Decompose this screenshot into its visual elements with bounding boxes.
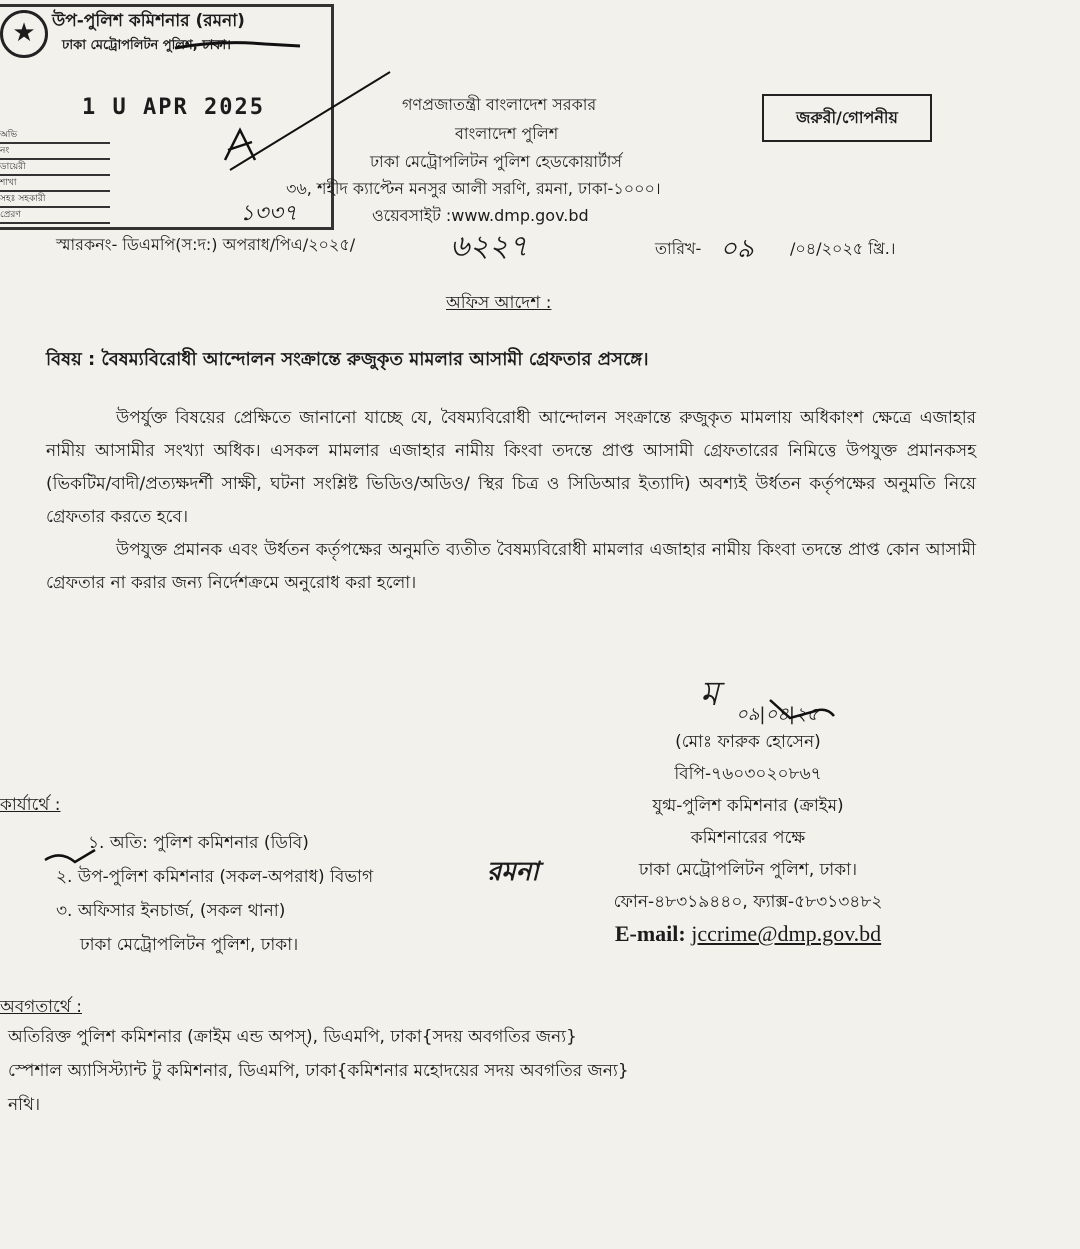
body-text [46,402,976,600]
memo-reference: স্মারকনং- ডিএমপি(স:দ:) অপরাধ/পিএ/২০২৫/ [56,235,356,254]
body-paragraph: উপর্যুক্ত বিষয়ের প্রেক্ষিতে জানানো যাচ্ছে যে, বৈষম্যবিরোধী আন্দোলন সংক্রান্তে রুজুকৃত মামলায় অধিকাংশ ক্ষেত্রে এজাহার নামীয় আসামীর সংখ্যা অধিক। এসকল মামলার এজাহার নামীয় কিংবা তদন্তে প্রাপ্ত আসামী গ্রেফতারের নিমিত্তে উপযুক্ত প্রমানকসহ (ভিকটিম/বাদী/প্রত্যক্ষদর্শী সাক্ষী, ঘটনা সংশ্লিষ্ট ভিডিও/অডিও/ স্থির চিত্র ও সিডিআর ইত্যাদি) অবশ্যই উর্ধতন কর্তৃপক্ষের অনুমতি নিয়ে গ্রেফতার করতে হবে। [46,408,976,527]
distribution-list [56,826,373,962]
confidential-box: জরুরী/গোপনীয় [762,94,932,142]
signature-block [556,726,940,950]
date-rest: /০৪/২০২৫ খ্রি.। [790,239,896,258]
police-emblem-icon: ★ [0,10,48,58]
stamp-row: সহঃ সহকারী [0,192,110,208]
signatory-name: (মোঃ ফারুক হোসেন) [675,732,821,752]
stamp-row: নং [0,144,110,160]
stamp-serial-number: ১৩৩৭ [240,201,298,226]
date-label: তারিখ- [655,239,702,258]
list-item: ২. উপ-পুলিশ কমিশনার (সকল-অপরাধ) বিভাগ [56,867,374,887]
email-label: E-mail: [614,921,692,946]
distribution-heading: কার্যার্থে : [0,795,61,815]
signatory-phone: ফোন-৪৮৩১৯৪৪০, ফ্যাক্স-৫৮৩১৩৪৮২ [613,892,883,912]
email-link[interactable]: jccrime@dmp.gov.bd [691,921,882,946]
list-item: অতিরিক্ত পুলিশ কমিশনার (ক্রাইম এন্ড অপস্), ডিএমপি, ঢাকা{সদয় অবগতির জন্য} [8,1027,577,1047]
signature-scribble: ম [700,674,719,714]
subject-line: বিষয় : বৈষম্যবিরোধী আন্দোলন সংক্রান্তে রুজুকৃত মামলার আসামী গ্রেফতার প্রসঙ্গে। [46,349,649,370]
stamp-row: অভি [0,128,110,144]
stamp-row: প্রেরণ [0,208,110,224]
stamp-subtitle: ঢাকা মেট্রোপলিটন পুলিশ, ঢাকা। [62,38,231,53]
signatory-bp: বিপি-৭৬০৩০২০৮৬৭ [674,764,822,784]
copy-list [8,1020,629,1122]
copy-heading: অবগতার্থে : [0,997,82,1017]
signatory-org: ঢাকা মেট্রোপলিটন পুলিশ, ঢাকা। [638,860,858,880]
header-address: ৩৬, শহীদ ক্যাপ্টেন মনসুর আলী সরণি, রমনা, ঢাকা-১০০০। [286,179,661,198]
body-paragraph: উপযুক্ত প্রমানক এবং উর্ধতন কর্তৃপক্ষের অনুমতি ব্যতীত বৈষম্যবিরোধী মামলার এজাহার নামীয় কিংবা তদন্তে প্রাপ্ত কোন আসামী গ্রেফতার না করার জন্য নির্দেশক্রমে অনুরোধ করা হলো। [46,540,976,593]
header-government: গণপ্রজাতন্ত্রী বাংলাদেশ সরকার [402,95,597,114]
list-item: নথি। [8,1095,41,1115]
signature-date: ০৯|০৪|২৫ [736,704,819,725]
stamp-row: ডায়েরী [0,160,110,176]
stamp-row: শাখা [0,176,110,192]
date-day-handwritten: ০৯ [720,234,754,264]
signatory-on-behalf: কমিশনারের পক্ষে [690,828,806,848]
header-police: বাংলাদেশ পুলিশ [455,124,559,143]
signatory-designation: যুগ্ম-পুলিশ কমিশনার (ক্রাইম) [652,796,844,816]
list-item: ঢাকা মেট্রোপলিটন পুলিশ, ঢাকা। [80,935,299,955]
handwritten-note: রমনা [487,857,539,887]
list-item: স্পেশাল অ্যাসিস্ট্যান্ট টু কমিশনার, ডিএমপি, ঢাকা{কমিশনার মহোদয়ের সদয় অবগতির জন্য} [8,1061,629,1081]
stamp-date: 1 U APR 2025 [82,95,265,120]
list-item: ৩. অফিসার ইনচার্জ, (সকল থানা) [56,901,286,921]
header-website: ওয়েবসাইট :www.dmp.gov.bd [372,206,589,225]
office-order-heading: অফিস আদেশ : [446,293,552,313]
header-dmp-hq: ঢাকা মেট্রোপলিটন পুলিশ হেডকোয়ার্টার্স [370,152,622,171]
memo-number-handwritten: ৬২২৭ [450,229,529,264]
signatory-email [556,918,940,950]
stamp-title: উপ-পুলিশ কমিশনার (রমনা) [52,11,245,31]
list-item: ১. অতি: পুলিশ কমিশনার (ডিবি) [88,833,309,853]
